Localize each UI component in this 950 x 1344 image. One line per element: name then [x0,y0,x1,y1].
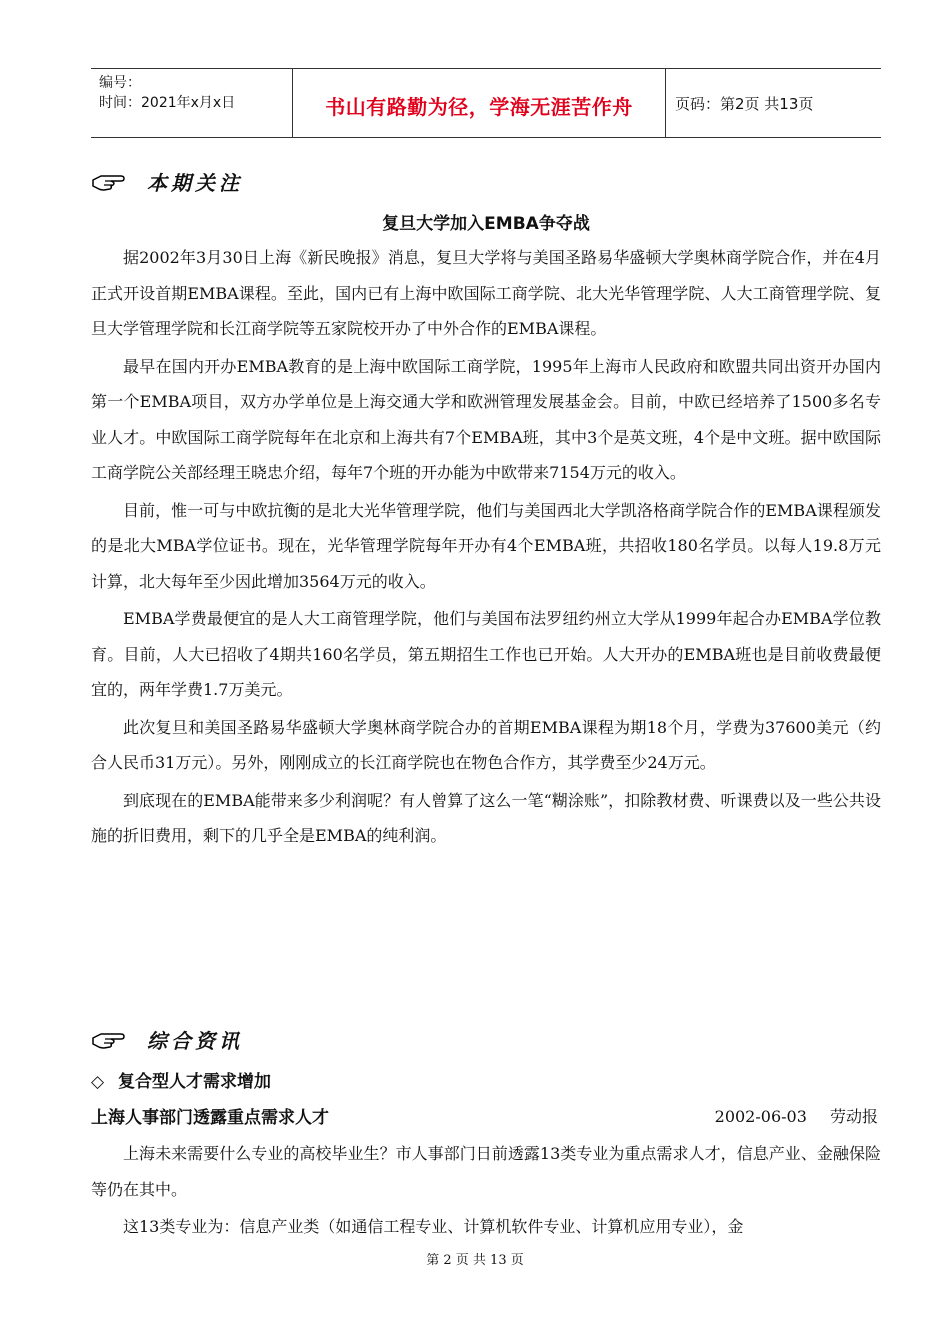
time-label: 时间：2021年x月x日 [99,95,236,111]
pointing-hand-icon [91,1028,125,1050]
header-meta [99,73,235,113]
paragraph: EMBA学费最便宜的是人大工商管理学院，他们与美国布法罗纽约州立大学从1999年起合办EMBA学位教育。目前，人大已招收了4期共160名学员，第五期招生工作也已开始。人大开办的EMBA班也是目前收费最便宜的，两年学费1.7万美元。 [91,609,881,699]
page-footer: 第 2 页 共 13 页 [426,1253,524,1268]
subheading-text: 复合型人才需求增加 [118,1072,271,1092]
article-title: 复旦大学加入EMBA争夺战 [382,214,590,234]
news-meta [715,1104,878,1127]
paragraph: 到底现在的EMBA能带来多少利润呢？有人曾算了这么一笔“糊涂账”，扣除教材费、听课费以及一些公共设施的折旧费用，剩下的几乎全是EMBA的纯利润。 [91,790,881,845]
news-date: 2002-06-03 [714,1107,807,1126]
news-subheading [91,1067,271,1092]
news-body [91,1136,881,1247]
article-body [91,240,881,856]
paragraph: 此次复旦和美国圣路易华盛顿大学奥林商学院合办的首期EMBA课程为期18个月，学费为37600美元（约合人民币31万元）。另外，刚刚成立的长江商学院也在物色合作方，其学费至少24万元。 [91,717,881,772]
news-source: 劳动报 [829,1107,878,1126]
paragraph: 目前，惟一可与中欧抗衡的是北大光华管理学院，他们与美国西北大学凯洛格商学院合作的EMBA课程颁发的是北大MBA学位证书。现在，光华管理学院每年开办有4个EMBA班，共招收180名学员。以每人19.8万元计算，北大每年至少因此增加3564万元的收入。 [91,500,881,591]
serial-label: 编号： [99,75,141,91]
header-motto: 书山有路勤为径，学海无涯苦作舟 [325,95,633,119]
section-heading-news [91,1024,243,1054]
paragraph: 据2002年3月30日上海《新民晚报》消息，复旦大学将与美国圣路易华盛顿大学奥林商学院合作，并在4月正式开设首期EMBA课程。至此，国内已有上海中欧国际工商学院、北大光华管理学院、人大工商管理学院、复旦大学管理学院和长江商学院等五家院校开办了中外合作的EMBA课程。 [91,248,881,338]
paragraph: 上海未来需要什么专业的高校毕业生？市人事部门日前透露13类专业为重点需求人才，信息产业、金融保险等仍在其中。 [91,1144,881,1199]
header-page-info: 页码：第2页 共13页 [675,95,814,113]
pointing-hand-icon [91,170,125,192]
header-divider [665,69,666,137]
paragraph: 这13类专业为：信息产业类（如通信工程专业、计算机软件专业、计算机应用专业），金 [123,1217,744,1236]
page-header [91,68,881,138]
section-title: 综合资讯 [147,1028,243,1053]
section-title: 本期关注 [147,170,243,195]
diamond-bullet-icon: ◇ [91,1072,105,1092]
news-title: 上海人事部门透露重点需求人才 [91,1108,329,1128]
paragraph: 最早在国内开办EMBA教育的是上海中欧国际工商学院，1995年上海市人民政府和欧盟共同出资开办国内第一个EMBA项目，双方办学单位是上海交通大学和欧洲管理发展基金会。目前，中欧已经培养了1500多名专业人才。中欧国际工商学院每年在北京和上海共有7个EMBA班，其中3个是英文班，4个是中文班。据中欧国际工商学院公关部经理王晓忠介绍，每年7个班的开办能为中欧带来7154万元的收入。 [91,356,881,482]
section-heading-focus [91,166,243,196]
